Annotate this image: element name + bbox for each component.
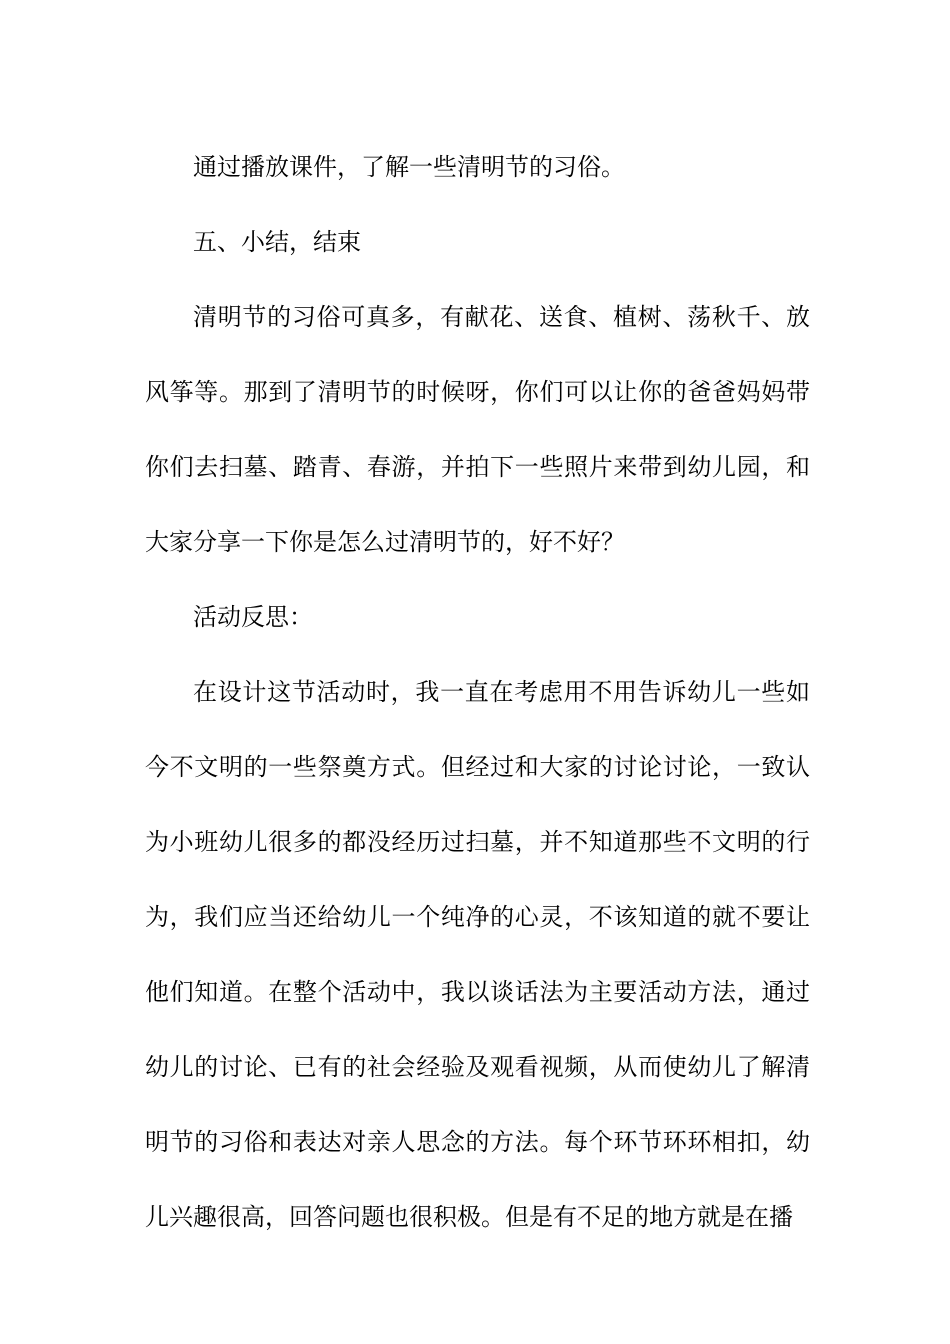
- paragraph-courseware: 通过播放课件，了解一些清明节的习俗。: [193, 153, 625, 181]
- section-heading-reflection: 活动反思：: [193, 603, 313, 631]
- document-body: [145, 130, 810, 1255]
- paragraph-customs: 清明节的习俗可真多，有献花、送食、植树、荡秋千、放风筝等。那到了清明节的时候呀，你们可以让你的爸爸妈妈带你们去扫墓、踏青、春游，并拍下一些照片来带到幼儿园，和大家分享一下你是怎么过清明节的，好不好？: [145, 303, 810, 556]
- paragraph-reflection: 在设计这节活动时，我一直在考虑用不用告诉幼儿一些如今不文明的一些祭奠方式。但经过和大家的讨论讨论，一致认为小班幼儿很多的都没经历过扫墓，并不知道那些不文明的行为，我们应当还给幼儿一个纯净的心灵，不该知道的就不要让他们知道。在整个活动中，我以谈话法为主要活动方法，通过幼儿的讨论、已有的社会经验及观看视频，从而使幼儿了解清明节的习俗和表达对亲人思念的方法。每个环节环环相扣，幼儿兴趣很高，回答问题也很积极。但是有不足的地方就是在播: [145, 678, 810, 1231]
- section-heading-summary: 五、小结，结束: [193, 228, 361, 256]
